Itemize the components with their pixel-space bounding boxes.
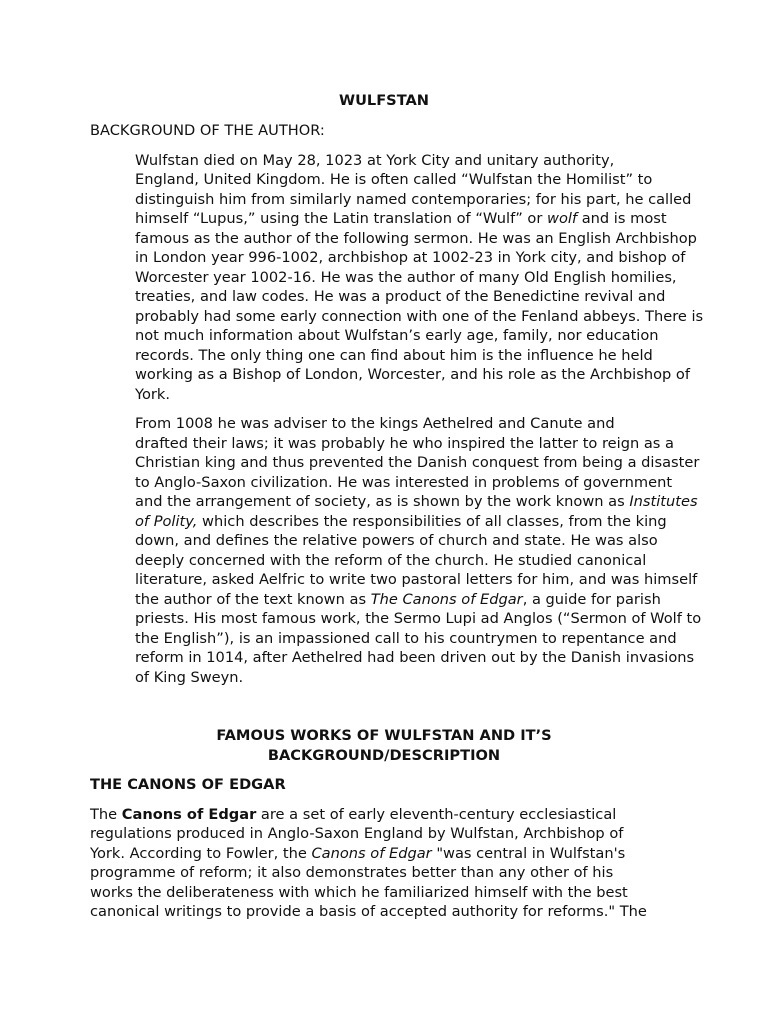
text-run: and the arrangement of society, as is shown by the work known as [135,493,630,510]
italic-title-canons: Canons of Edgar [311,844,432,862]
text-line [90,209,678,229]
text-line: to Anglo-Saxon civilization. He was interested in problems of government [135,473,673,491]
text-line: Christian king and thus prevented the Danish conquest from being a disaster [135,454,700,471]
document-page [90,91,704,922]
italic-title-institutes: Institutes [629,493,698,510]
sub-heading-canons: THE CANONS OF EDGAR [90,776,286,793]
text-line: probably had some early connection with one of the Fenland abbeys. There is [135,307,704,325]
text-line: down, and defines the relative powers of church and state. He was also [135,532,658,549]
text-run: , a guide for parish [522,590,661,608]
section-heading-famous-works [90,726,678,765]
text-line: programme of reform; it also demonstrates better than any other of his [90,864,614,881]
text-line: famous as the author of the following sermon. He was an English Archbishop [135,229,697,247]
text-line: reform in 1014, after Aethelred had been driven out by the Danish invasions [135,649,695,666]
text-line: priests. His most famous work, the Sermo Lupi ad Anglos (“Sermon of Wolf to [135,610,702,627]
text-line: distinguish him from similarly named contemporaries; for his part, he called [135,190,692,208]
text-line: canonical writings to provide a basis of accepted authority for reforms." The [90,903,647,920]
text-run: The [90,805,122,823]
text-run: York. According to Fowler, the [90,844,312,862]
paragraph-biography [90,151,704,405]
section-heading-line: FAMOUS WORKS OF WULFSTAN AND IT’S [216,727,552,744]
text-line: deeply concerned with the reform of the church. He studied canonical [135,551,647,569]
text-line [90,492,698,512]
text-run: are a set of early eleventh-century ecclesiastical [256,805,617,823]
text-run: "was central in Wulfstan's [431,844,626,862]
italic-term-wolf: wolf [547,210,578,227]
text-line: From 1008 he was adviser to the kings Aethelred and Canute and [135,415,615,432]
text-line: York. [135,385,170,403]
text-line [90,805,678,825]
italic-title-polity: of Polity, [135,512,198,530]
text-run: the author of the text known as [135,590,371,608]
text-run: and is most [577,210,667,227]
text-line [90,590,678,610]
paragraph-canons [90,805,678,922]
text-line [90,844,678,864]
text-line: literature, asked Aelfric to write two pastoral letters for him, and was himself [135,571,698,588]
text-line: records. The only thing one can find about him is the influence he held [135,346,653,364]
section-heading-line: BACKGROUND/DESCRIPTION [267,746,501,764]
text-run: which describes the responsibilities of all classes, from the king [197,512,667,530]
text-line: drafted their laws; it was probably he who inspired the latter to reign as a [135,434,674,452]
text-line: the English”), is an impassioned call to his countrymen to repentance and [135,629,677,647]
text-line: treaties, and law codes. He was a product of the Benedictine revival and [135,288,666,305]
text-line: of King Sweyn. [135,668,244,686]
italic-title-canons: The Canons of Edgar [370,590,523,608]
text-run: himself “Lupus,” using the Latin translation of “Wulf” or [135,210,548,227]
document-title: WULFSTAN [338,92,430,109]
text-line: regulations produced in Anglo-Saxon England by Wulfstan, Archbishop of [90,825,624,842]
text-line: working as a Bishop of London, Worcester, and his role as the Archbishop of [135,366,690,383]
paragraph-career [90,414,702,687]
text-line: Worcester year 1002-16. He was the author of many Old English homilies, [135,268,677,286]
text-line: not much information about Wulfstan’s early age, family, nor education [135,327,659,344]
text-line: works the deliberateness with which he familiarized himself with the best [90,883,628,901]
text-line [90,512,678,532]
bold-term-canons: Canons of Edgar [121,805,257,823]
text-line: in London year 996-1002, archbishop at 1002-23 in York city, and bishop of [135,249,686,266]
text-line: Wulfstan died on May 28, 1023 at York City and unitary authority, [135,151,615,169]
text-line: England, United Kingdom. He is often called “Wulfstan the Homilist” to [135,171,653,188]
background-heading: BACKGROUND OF THE AUTHOR: [90,122,325,139]
